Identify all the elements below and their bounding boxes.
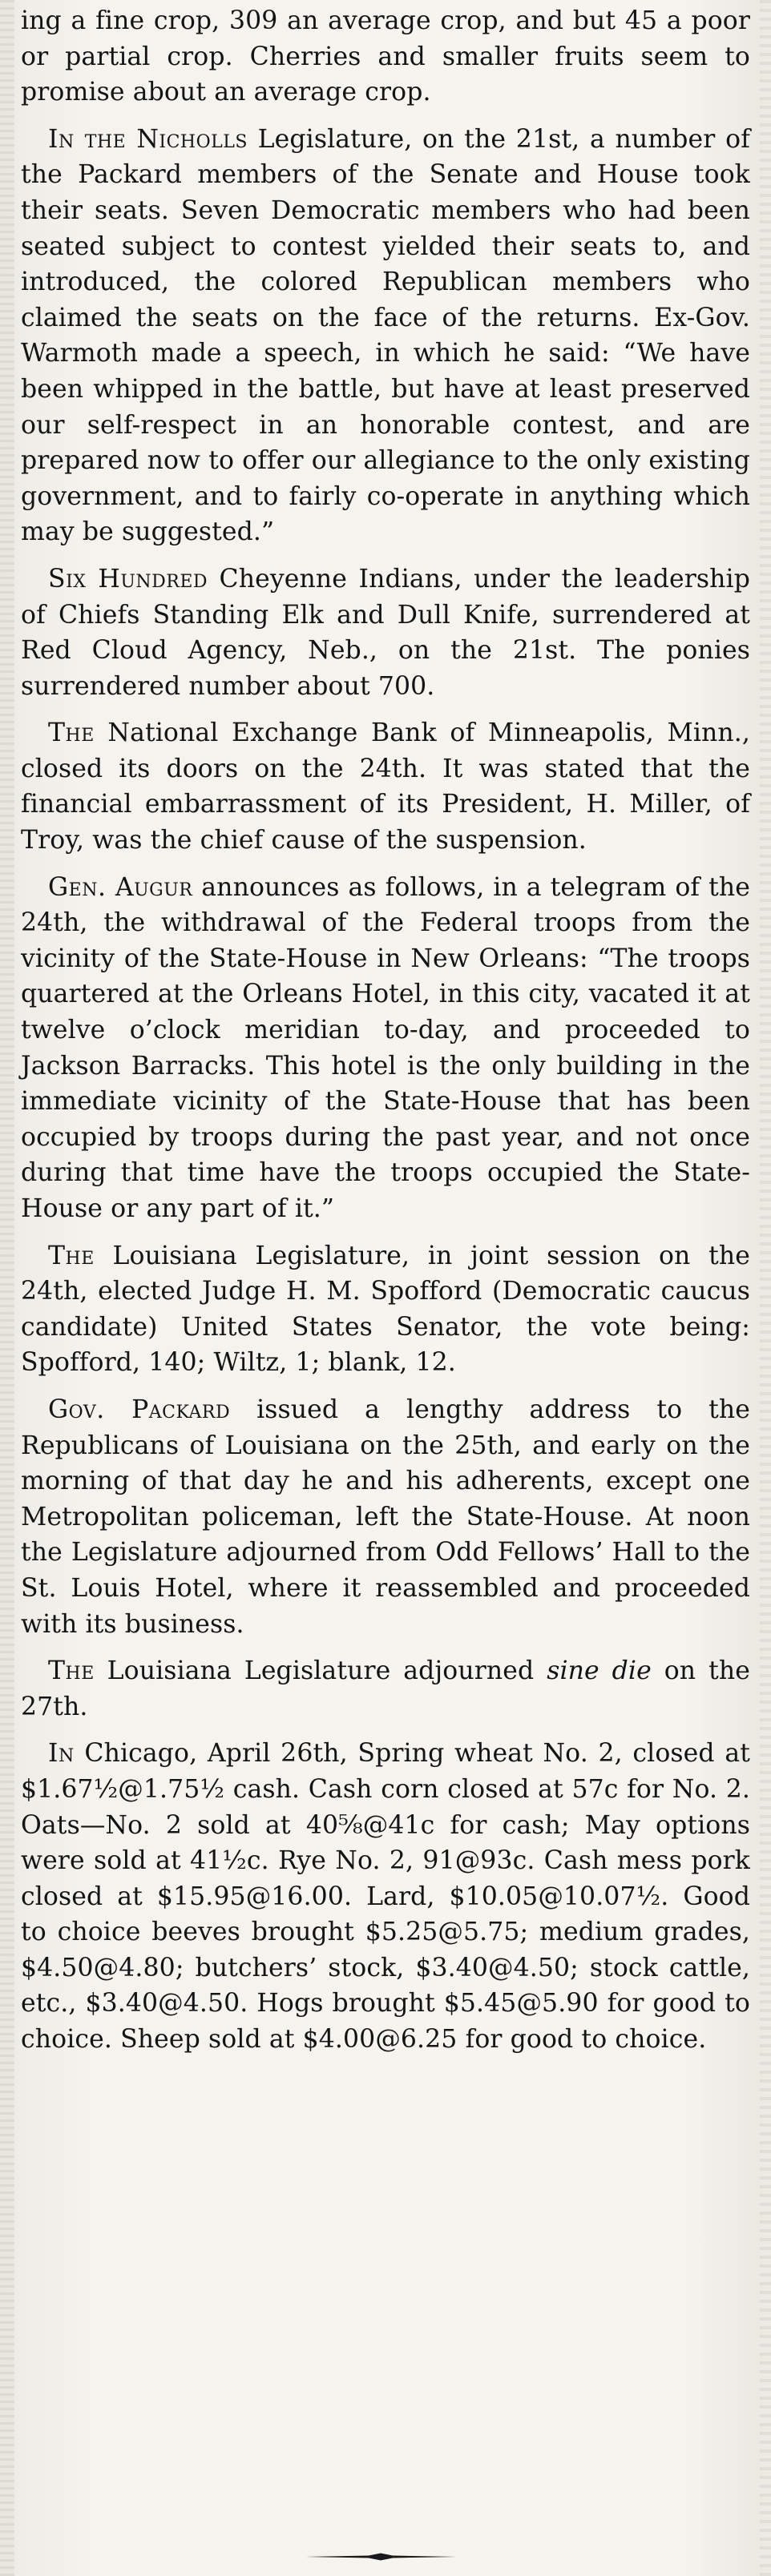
- item-text: Cheyenne Indians, under the leadership of Chiefs Standing Elk and Dull Knife, surrendered at Red Cloud Agency, Neb., on the 21st. The ponies surrendered number about 700.: [21, 564, 750, 701]
- news-item-legislature-adjourned: [21, 1653, 750, 1725]
- item-lead: Gen. Augur: [48, 872, 193, 902]
- item-lead: The: [48, 1656, 95, 1686]
- news-item-continuation: [21, 3, 750, 111]
- news-item-cheyenne-surrender: [21, 561, 750, 704]
- news-item-troop-withdrawal: [21, 870, 750, 1227]
- item-italic-phrase: sine die: [547, 1656, 652, 1686]
- item-text: National Exchange Bank of Minneapolis, Minn., closed its doors on the 24th. It was stated that the financial embarrassment of its President, H. Miller, of Troy, was the chief cause of the suspension.: [21, 718, 750, 855]
- end-of-column-ornament: [305, 2553, 457, 2561]
- item-text: announces as follows, in a telegram of the 24th, the withdrawal of the Federal troops from the vicinity of the State-House in New Orleans: “The troops quartered at the Orleans Hotel, in this city, vacated it at twelve o’clock meridian to-day, and proceeded to Jackson Barracks. This hotel is the only building in the immediate vicinity of the State-House that has been occupied by troops during the past year, and not once during that time have the troops occupied the State-House or any part of it.”: [21, 872, 750, 1223]
- item-lead: Six Hundred: [48, 564, 208, 594]
- news-item-bank-closure: [21, 715, 750, 858]
- news-item-chicago-markets: [21, 1736, 750, 2057]
- news-item-packard-address: [21, 1392, 750, 1642]
- item-text: Legislature, on the 21st, a number of the Packard members of the Senate and House took their seats. Seven Democratic members who had been seated subject to contest yielded their seats to, and introduced, the colored Republican members who claimed the seats on the face of the returns. Ex-Gov. Warmoth made a speech, in which he said: “We have been whipped in the battle, but have at least preserved our self-respect in an honorable contest, and are prepared now to offer our allegiance to the only existing government, and to fairly co-operate in anything which may be suggested.”: [21, 124, 750, 547]
- news-column: [21, 3, 750, 2069]
- item-lead: The: [48, 718, 95, 748]
- news-item-nicholls-legislature: [21, 122, 750, 550]
- page-right-edge: [760, 0, 771, 2576]
- page-left-edge: [0, 0, 14, 2576]
- item-lead: The: [48, 1241, 95, 1270]
- item-text: Chicago, April 26th, Spring wheat No. 2, closed at $1.67½@1.75½ cash. Cash corn closed at 57c for No. 2. Oats—No. 2 sold at 40⅝@41c for cash; May options were sold at 41½c. Rye No. 2, 91@93c. Cash mess pork closed at $15.95@16.00. Lard, $10.05@10.07½. Good to choice beeves brought $5.25@5.75; medium grades, $4.50@4.80; butchers’ stock, $3.40@4.50; stock cattle, etc., $3.40@4.50. Hogs brought $5.45@5.90 for good to choice. Sheep sold at $4.00@6.25 for good to choice.: [21, 1739, 750, 2055]
- item-text: Louisiana Legislature, in joint session on the 24th, elected Judge H. M. Spofford (Democratic caucus candidate) United States Senator, the vote being: Spofford, 140; Wiltz, 1; blank, 12.: [21, 1241, 750, 1378]
- item-text: issued a lengthy address to the Republicans of Louisiana on the 25th, and early on the morning of that day he and his adherents, except one Metropolitan policeman, left the State-House. At noon the Legislature adjourned from Odd Fellows’ Hall to the St. Louis Hotel, where it reassembled and proceeded with its business.: [21, 1395, 750, 1639]
- item-lead: In: [48, 1739, 75, 1769]
- item-tail: on the 27th.: [21, 1656, 750, 1721]
- item-text: Louisiana Legislature adjourned: [94, 1656, 547, 1686]
- item-lead: In the Nicholls: [48, 124, 248, 154]
- item-text: ing a fine crop, 309 an average crop, and but 45 a poor or partial crop. Cherries and smaller fruits seem to promise about an average crop.: [21, 6, 750, 107]
- item-lead: Gov. Packard: [48, 1395, 231, 1424]
- news-item-senator-election: [21, 1238, 750, 1381]
